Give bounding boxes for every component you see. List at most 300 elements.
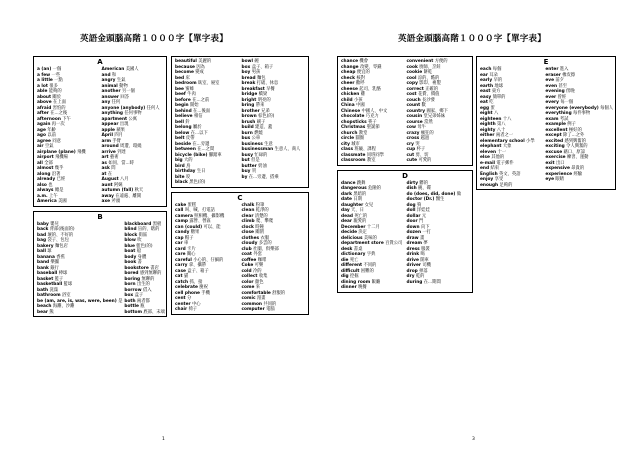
vocab-word: bicycle (bike) [175,152,208,158]
vocab-meaning: 浴室 [61,293,71,298]
vocab-meaning: 每件事物 [573,111,591,116]
vocab-meaning: 糖果 [190,230,200,235]
vocab-meaning: 在...期間 [423,279,441,285]
vocab-word: eye [545,177,555,182]
vocab-meaning: 練習、運動 [566,155,589,160]
vocab-word: ago [37,133,46,138]
vocab-meaning: 影印、複製 [419,81,441,86]
vocab-word: drink [406,252,420,257]
vocab-word: camp [175,219,188,224]
vocab-word: e-mail [480,160,496,166]
vocab-word: around [101,144,119,149]
vocab-meaning: 生氣 [116,78,126,83]
vocab-list [338,59,472,165]
vocab-meaning: 書 [137,260,142,265]
vocab-word: American [101,67,125,72]
vocab-word: difficult [341,268,360,274]
vocab-word: dream [406,241,422,246]
vocab-word: chicken [341,92,360,97]
vocab-meaning: 相信 [193,114,203,119]
vocab-meaning: 熊 [49,309,54,315]
vocab-meaning: 喝 [420,252,425,257]
vocab-meaning: 天、日 [351,208,364,213]
vocab-meaning: 嬰兒 [50,221,59,227]
page-title-left: 英語金頭腦高階１０００字【單字表】 [80,34,228,44]
vocab-word: dear [341,219,353,224]
vocab-meaning: 字典 [366,252,376,257]
vocab-meaning: 蛋 [490,105,495,111]
vocab-word: cheer [341,81,355,86]
vocab-meaning: 街區 [138,232,148,238]
vocab-meaning: 電子郵件 [496,160,514,166]
vocab-word: chair [175,307,188,312]
vocab-meaning: 在...之間 [197,147,215,152]
vocab-word: after [37,111,49,116]
vocab-meaning: 蛋糕 [187,202,197,208]
vocab-meaning: 橋梁 [258,92,268,97]
page-number-right: 3 [472,437,475,442]
vocab-word: evening [545,89,565,94]
vocab-meaning: 黑板 [152,221,162,227]
vocab-word: belong [175,125,192,130]
vocab-meaning: 八 [493,111,499,116]
vocab-word: common [241,301,262,307]
vocab-meaning: 書店 [150,265,159,271]
vocab-meaning: 中國 [356,103,365,108]
vocab-meaning: 英文、英語 [499,171,521,177]
vocab-meaning: 在遠處、離開 [115,193,142,199]
vocab-meaning: 來 [255,285,261,290]
vocab-meaning: 洗澡 [49,287,59,293]
vocab-meaning: 杯子 [416,147,426,152]
vocab-meaning: 甚至 [558,83,568,89]
vocab-meaning: 屬於 [192,125,202,130]
vocab-meaning: 抓、接 [189,279,203,285]
vocab-word: band [37,260,50,265]
vocab-word: behind [175,108,192,114]
vocab-word: collect [241,274,258,279]
vocab-meaning: 斧頭 [111,199,121,204]
vocab-word: ball [37,249,46,254]
vocab-word: climb [241,219,255,224]
vocab-meaning: 感到興奮的 [564,138,586,144]
vocab-meaning: 籃子 [54,276,64,282]
vocab-word: cute [406,158,418,163]
vocab-meaning: 美國 [58,199,67,204]
vocab-meaning: 十二月 [366,224,380,230]
vocab-word: arm [101,138,111,144]
vocab-word: book [124,260,137,265]
vocab-word: any [101,100,111,105]
vocab-meaning: 教堂 [358,130,368,136]
vocab-meaning: 中心 [191,301,201,307]
vocab-word: bell [175,119,184,125]
vocab-word: English [480,171,498,177]
vocab-word: businessman [241,147,274,152]
vocab-word: egg [480,105,490,111]
vocab-meaning: 夢 [423,241,428,246]
vocab-meaning: 耳朵 [489,72,498,78]
vocab-entry [242,180,307,186]
vocab-word: dish [406,186,417,191]
vocab-word: door [406,219,418,224]
vocab-word: bottom [124,309,142,315]
vocab-word: afternoon [37,116,61,122]
vocab-word: beef [175,92,186,97]
vocab-word: experience [545,171,573,177]
vocab-word: delicious [341,235,363,241]
vocab-meaning: 帽子 [184,235,194,241]
vocab-entry [407,158,471,164]
vocab-word: doll [406,208,416,213]
vocab-word: eve [545,78,555,83]
vocab-meaning: 社團、俱樂部 [253,246,279,252]
vocab-section-b [33,211,167,318]
vocab-word: city [341,141,350,147]
vocab-meaning: 困難的 [360,268,374,274]
vocab-meaning: 燃燒 [254,130,263,136]
vocab-entry [242,307,307,313]
vocab-meaning: 哭 [415,141,420,147]
vocab-word: enjoy [480,177,494,182]
vocab-word: count [406,103,421,108]
vocab-meaning: 每個人 [600,105,613,111]
vocab-word: eat [480,100,488,105]
vocab-word: early [480,78,493,83]
vocab-meaning: 關心 [186,252,196,257]
vocab-word: busy [241,152,253,158]
vocab-meaning: 電腦 [266,307,275,312]
vocab-word: chocolate [341,114,365,119]
vocab-meaning: 例子 [567,122,576,127]
vocab-word: basket [37,276,54,282]
vocab-meaning: 國家、鄉下 [426,108,448,114]
vocab-meaning: 兩者都 [136,298,150,304]
vocab-word: cloudy [241,241,258,246]
vocab-word: answer [101,94,120,100]
vocab-meaning: 上午 [49,193,58,199]
vocab-word: business [241,141,263,147]
vocab-meaning: 清楚的 [254,213,268,219]
vocab-meaning: 出生的 [136,282,150,287]
vocab-word: believe [175,114,193,119]
section-letter: C [237,193,243,202]
vocab-meaning: 百貨公司 [385,241,403,246]
vocab-meaning: 起司、乳酪 [359,86,381,92]
vocab-meaning: 長沙發 [422,97,435,103]
vocab-word: afraid [37,105,52,111]
vocab-meaning: 小孩 [354,97,363,103]
vocab-word: dog [406,202,416,208]
vocab-word: cross [406,136,420,141]
vocab-meaning: 外套 [253,252,262,257]
vocab-meaning: 海灘、沙灘 [52,304,75,309]
vocab-meaning: 阿姨 [113,182,123,188]
vocab-word: between [175,147,196,152]
vocab-word: age [37,127,46,133]
vocab-meaning: 麵包 [256,75,266,81]
vocab-word: cousin [406,114,423,119]
vocab-meaning: 做 [456,191,462,197]
vocab-word: bad [37,232,47,238]
vocab-meaning: 一個 [52,67,62,72]
vocab-word: ever [545,94,557,100]
vocab-word: April [101,133,113,138]
vocab-word: but [241,158,250,163]
vocab-meaning: 到達 [117,149,126,155]
vocab-word: black [175,180,188,185]
vocab-meaning: 船 [136,249,142,254]
vocab-word: box [124,293,134,298]
vocab-meaning: 結束 [490,166,500,171]
vocab-word: exit [545,160,555,166]
vocab-entry [37,310,122,316]
vocab-word: beside [175,141,192,147]
vocab-word: computer [241,307,265,312]
vocab-meaning: 堂兄弟姊妹 [423,114,446,119]
vocab-word: dangerous [341,186,367,191]
vocab-meaning: 背部(後面的) [49,227,75,232]
vocab-meaning: 全部 [44,160,53,166]
vocab-meaning: 動物 [119,83,128,89]
vocab-word: eighth [480,122,496,127]
vocab-word: cake [175,202,187,208]
vocab-word: at [101,171,107,177]
vocab-meaning: 一打 [422,230,431,235]
vocab-word: cell phone [175,290,200,296]
vocab-word: become [175,70,194,75]
vocab-word: department store [341,241,384,246]
vocab-word: east [480,89,491,94]
vocab-word: clear [241,213,254,219]
vocab-word: bowl [241,59,253,64]
vocab-meaning: 乾淨的 [255,208,269,213]
vocab-word: anything [101,111,123,116]
vocab-meaning: 考試 [559,116,569,122]
vocab-word: borrow [124,287,142,293]
vocab-entry [124,310,164,316]
vocab-meaning: 大的 [184,158,193,163]
vocab-word: elementary school [480,138,525,144]
vocab-word: down [406,224,420,230]
vocab-word: clothes [241,235,260,241]
vocab-word: excited [545,138,564,144]
vocab-word: dollar [406,213,421,219]
vocab-meaning: 任何 [111,100,121,105]
vocab-word: case [175,268,186,274]
vocab-meaning: 袋子、包包 [47,238,69,243]
vocab-word: enter [545,67,559,72]
vocab-meaning: 香蕉 [56,254,65,260]
vocab-word: angry [101,78,116,83]
vocab-meaning: 麵包店 [54,243,68,249]
vocab-meaning: 教室 [366,158,376,163]
vocab-word: eighteen [480,116,502,122]
vocab-meaning: 再一次 [51,122,65,127]
vocab-meaning: 手機 [201,290,210,296]
vocab-entry [407,285,471,291]
vocab-meaning: 害怕的 [52,105,66,111]
vocab-meaning: 買 [251,169,257,174]
vocab-meaning: 圓圈 [355,136,365,141]
vocab-word: cup [406,147,416,152]
vocab-meaning: 明亮的 [257,97,271,103]
vocab-word: excellent [545,127,568,133]
vocab-word: do (does, did, done) [406,191,456,197]
vocab-word: everyone (everybody) [545,105,599,111]
vocab-meaning: 書桌 [353,246,363,252]
vocab-word: blind [124,227,137,232]
vocab-meaning: 十一 [497,149,507,155]
vocab-meaning: 涼的、酷的 [417,75,440,81]
vocab-word: catch [175,279,189,285]
vocab-meaning: 飯廳 [371,279,381,285]
vocab-word: dark [341,191,352,197]
vocab-word: blackboard [124,221,152,227]
vocab-word: eight [480,111,493,116]
vocab-meaning: 飛機 [77,149,86,155]
vocab-meaning: 美麗的 [198,59,212,64]
vocab-word: breakfast [241,86,265,92]
vocab-meaning: 女兒 [364,202,374,208]
vocab-meaning: 可以、能 [203,224,221,230]
vocab-word: cow [406,125,416,130]
vocab-meaning: 收集 [258,274,268,279]
vocab-word: except [545,133,562,138]
vocab-meaning: 廚師、烹飪 [419,64,441,70]
vocab-word: dozen [406,230,422,235]
vocab-word: exam [545,116,559,122]
vocab-meaning: 除了...之外 [563,133,585,138]
vocab-meaning: 帶來 [255,103,265,108]
vocab-meaning: 衣服 [260,235,270,241]
vocab-meaning: 昂貴的 [571,166,585,171]
vocab-entry [545,183,613,189]
vocab-word: blow [124,238,136,243]
vocab-word: big [175,158,183,163]
vocab-meaning: 刷子 [256,119,266,125]
vocab-meaning: 橡皮擦 [562,72,576,78]
vocab-meaning: 樂團 [50,260,60,265]
vocab-word: cookie [406,70,423,75]
page1-column-left [33,56,167,434]
vocab-meaning: 經驗 [573,171,583,177]
vocab-word: cap [175,235,184,241]
vocab-word: each [480,67,492,72]
vocab-word: else [480,155,490,160]
vocab-word: copy [406,81,418,86]
vocab-meaning: 早餐 [266,86,275,92]
vocab-word: about [37,94,52,100]
vocab-meaning: 是 [118,298,123,304]
vocab-word: color [241,279,254,285]
vocab-list [477,67,615,189]
section-letter: B [97,212,103,221]
vocab-word: convenient [406,59,434,64]
vocab-meaning: 公車 [251,136,261,141]
vocab-word: a few [37,72,51,78]
vocab-word: exercise [545,155,566,160]
vocab-word: everything [545,111,572,116]
vocab-word: birthday [175,169,196,174]
vocab-meaning: 一些 [51,72,61,78]
vocab-meaning: 瓶 [140,304,145,309]
vocab-meaning: 皮帶 [185,136,195,141]
vocab-word: draw [406,235,419,241]
vocab-meaning: 銀行 [50,265,59,271]
vocab-word: Chinese [341,108,361,114]
vocab-meaning: 中國人、中文 [361,108,388,114]
vocab-word: drop [406,268,418,274]
vocab-entry [175,307,240,313]
vocab-word: agree [37,138,51,144]
vocab-word: and [101,72,111,78]
vocab-meaning: 問 [111,166,116,171]
vocab-word: bee [175,86,184,92]
vocab-word: church [341,130,358,136]
vocab-word: exciting [545,144,565,149]
vocab-word: apple [101,127,115,133]
vocab-word: baby [37,221,49,227]
vocab-word: country [406,108,426,114]
vocab-word: both [124,298,136,304]
vocab-meaning: 很多 [49,83,58,89]
vocab-word: club [241,246,252,252]
vocab-meaning: 狗 [416,202,422,208]
vocab-meaning: 可樂 [254,263,264,268]
vocab-word: care [175,252,186,257]
vocab-word: America [37,199,57,204]
vocab-word: bird [175,163,185,169]
vocab-word: before [175,97,191,103]
vocab-meaning: 秋天 [134,188,144,193]
vocab-word: decide [341,230,357,235]
vocab-word: every [545,100,559,105]
vocab-meaning: 因為 [196,64,205,70]
vocab-word: correct [406,86,424,92]
vocab-meaning: 在...之前 [192,97,210,103]
vocab-meaning: 花費、價值 [418,92,440,97]
vocab-meaning: 拿、攜帶 [188,263,207,268]
vocab-meaning: 照相機、攝影機 [194,213,225,219]
vocab-word: dead [341,213,353,219]
vocab-word: bus [241,136,251,141]
vocab-meaning: 生意人、商人 [274,147,301,152]
vocab-word: art [101,155,109,160]
vocab-meaning: 漫畫 [256,296,266,301]
vocab-meaning: 藝術 [109,155,119,160]
vocab-meaning: 眼睛 [555,177,564,182]
vocab-meaning: 大象 [502,144,512,149]
vocab-word: bored [124,271,139,276]
vocab-word: chopsticks [341,119,367,125]
vocab-word: easy [480,94,492,100]
vocab-word: couch [406,97,421,103]
vocab-word: dinner [341,285,357,290]
vocab-meaning: 城市 [351,141,360,147]
vocab-meaning: 粉筆 [255,202,265,208]
vocab-meaning: 每個 [492,67,502,72]
vocab-meaning: 冷的 [252,268,262,274]
vocab-word: back [37,227,49,232]
vocab-word: banana [37,254,55,260]
vocab-meaning: 舒服的 [272,290,286,296]
page2-column-left [337,56,473,434]
vocab-meaning: 鳥 [186,163,191,169]
vocab-meaning: 感到無聊的 [139,271,162,276]
vocab-word: drive [406,257,419,263]
vocab-word: desk [341,246,353,252]
